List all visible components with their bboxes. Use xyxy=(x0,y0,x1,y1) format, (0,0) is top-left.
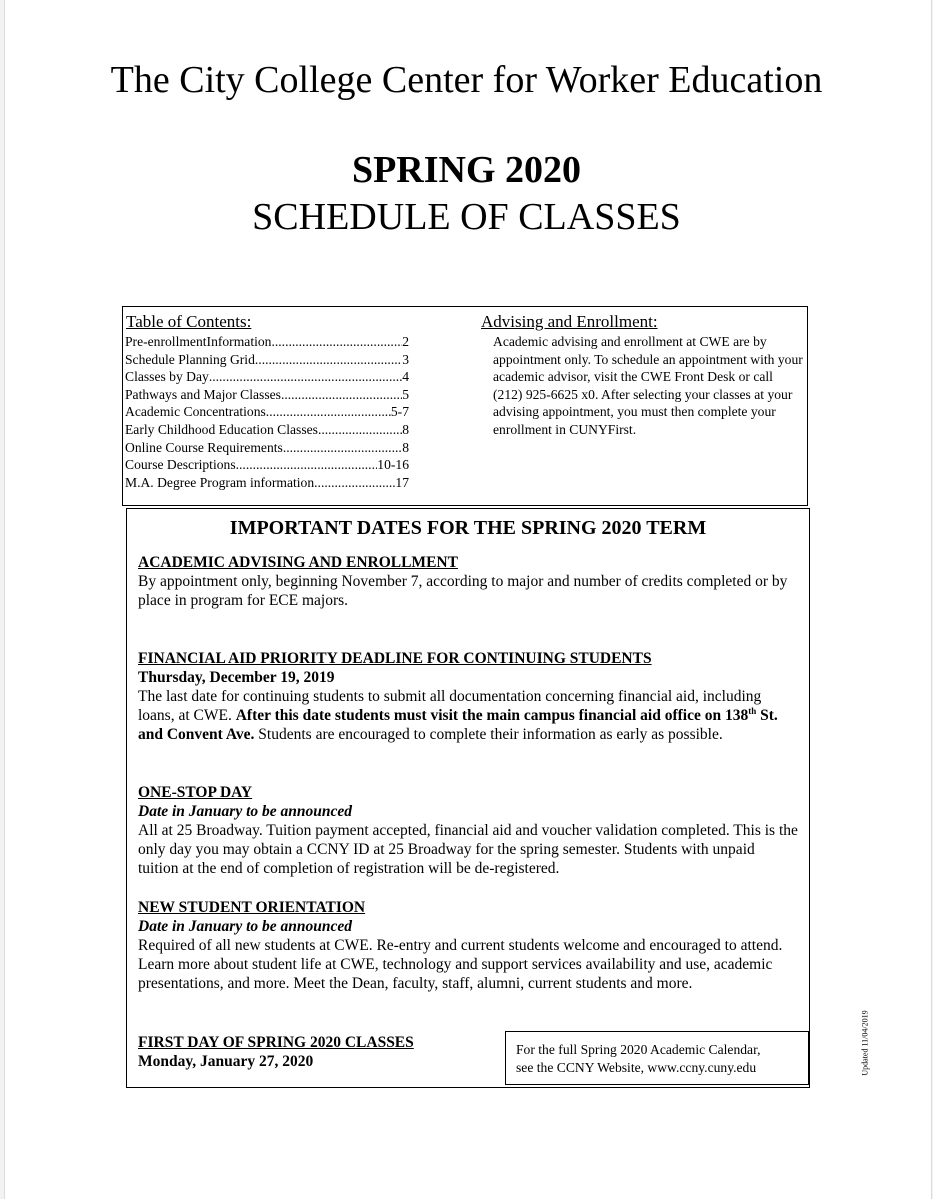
advising-body: Academic advising and enrollment at CWE are by appointment only. To schedule an appointment with your academic advisor, visit the CWE Front Desk or call (212) 925-6625 x0. After selecting your classes at your advising appointment, you must then complete your enrollment in CUNYFirst. xyxy=(493,334,803,437)
toc-item-page: 10-16 xyxy=(377,457,409,473)
toc-leader xyxy=(271,333,402,351)
calendar-note-line: see the CCNY Website, www.ccny.cuny.edu xyxy=(516,1059,757,1075)
section-heading: NEW STUDENT ORIENTATION xyxy=(138,899,366,916)
body-text: The last date for continuing students to submit all documentation concerning financial aid, including loans, at CWE. xyxy=(138,688,762,724)
toc-item xyxy=(125,368,409,386)
ordinal-suffix: th xyxy=(748,706,757,716)
toc-leader xyxy=(281,386,402,404)
toc-item-label: Pathways and Major Classes xyxy=(125,386,281,402)
toc-item xyxy=(125,456,409,474)
toc-item xyxy=(125,333,409,351)
bold-text-part: St. and Convent Ave. xyxy=(138,707,778,743)
toc-item xyxy=(125,474,409,492)
toc-item-label: Online Course Requirements xyxy=(125,439,283,455)
toc-item xyxy=(125,439,409,457)
updated-note xyxy=(858,1003,872,1083)
section-body: All at 25 Broadway. Tuition payment accepted, financial aid and voucher validation completed. This is the only day you may obtain a CCNY ID at 25 Broadway for the spring semester. Students with unpaid tuition at the end of completion of registration will be de-registered. xyxy=(138,822,798,877)
toc-item xyxy=(125,403,409,421)
contents-and-advising-box xyxy=(122,306,808,506)
section-heading: ONE-STOP DAY xyxy=(138,784,253,801)
toc-leader xyxy=(209,368,402,386)
section-date: Thursday, December 19, 2019 xyxy=(138,669,335,686)
one-stop-day-section xyxy=(138,783,798,878)
toc-item xyxy=(125,351,409,369)
section-date: Monday, January 27, 2020 xyxy=(138,1053,314,1070)
calendar-note-box xyxy=(505,1031,809,1085)
important-dates-title: IMPORTANT DATES FOR THE SPRING 2020 TERM xyxy=(229,517,707,539)
toc-item-page: 5 xyxy=(402,386,409,402)
advising-enrollment-section xyxy=(138,553,798,610)
toc-item-label: Early Childhood Education Classes xyxy=(125,421,318,437)
toc-item-page: 2 xyxy=(402,334,409,349)
toc-leader xyxy=(314,474,395,492)
toc-item xyxy=(125,386,409,404)
advising-heading: Advising and Enrollment: xyxy=(481,312,658,331)
toc-leader xyxy=(283,439,402,457)
toc-item-label: Course Descriptions xyxy=(125,457,236,473)
schedule-title: SCHEDULE OF CLASSES xyxy=(252,196,681,238)
section-heading: FINANCIAL AID PRIORITY DEADLINE FOR CONTINUING STUDENTS xyxy=(138,650,652,667)
toc-list xyxy=(125,333,409,491)
section-body: Required of all new students at CWE. Re-entry and current students welcome and encouraged to attend. Learn more about student life at CWE, technology and support services availability and use, academic presentations, and more. Meet the Dean, faculty, staff, alumni, current students and more. xyxy=(138,937,783,992)
body-text: Students are encouraged to complete their information as early as possible. xyxy=(254,726,723,743)
section-body xyxy=(138,687,798,744)
first-day-section xyxy=(138,1033,414,1071)
toc-item-label: Academic Concentrations xyxy=(125,404,266,420)
updated-note-text: Updated 11/04/2019 xyxy=(860,1010,870,1076)
toc-item-label: Classes by Day xyxy=(125,369,209,385)
toc-leader xyxy=(266,403,391,421)
important-dates-box xyxy=(126,508,810,1088)
section-date: Date in January to be announced xyxy=(138,803,353,820)
toc-item-label: Pre-enrollmentInformation xyxy=(125,334,272,349)
toc-item xyxy=(125,421,409,439)
toc-heading: Table of Contents: xyxy=(126,312,252,331)
calendar-note-line: For the full Spring 2020 Academic Calendar, xyxy=(516,1042,761,1057)
orientation-section xyxy=(138,898,798,993)
toc-item-page: 8 xyxy=(402,439,409,455)
financial-aid-section xyxy=(138,649,798,744)
toc-item-label: Schedule Planning Grid xyxy=(125,351,255,367)
toc-item-page: 17 xyxy=(395,474,409,490)
toc-item-page: 8 xyxy=(402,421,409,437)
toc-leader xyxy=(255,351,402,369)
section-heading: ACADEMIC ADVISING AND ENROLLMENT xyxy=(138,554,458,571)
toc-item-label: M.A. Degree Program information xyxy=(125,474,315,490)
section-date: Date in January to be announced xyxy=(138,918,353,935)
toc-item-page: 3 xyxy=(402,351,409,367)
term-title: SPRING 2020 xyxy=(351,149,582,191)
section-body: By appointment only, beginning November 7, according to major and number of credits completed or by place in program for ECE majors. xyxy=(138,573,788,609)
bold-text-part: After this date students must visit the main campus financial aid office on 138 xyxy=(235,707,749,724)
toc-leader xyxy=(318,421,402,439)
toc-item-page: 4 xyxy=(402,369,409,385)
college-title: The City College Center for Worker Education xyxy=(110,59,823,101)
toc-item-page: 5-7 xyxy=(390,404,409,420)
toc-leader xyxy=(236,456,378,474)
section-heading: FIRST DAY OF SPRING 2020 CLASSES xyxy=(138,1034,414,1051)
